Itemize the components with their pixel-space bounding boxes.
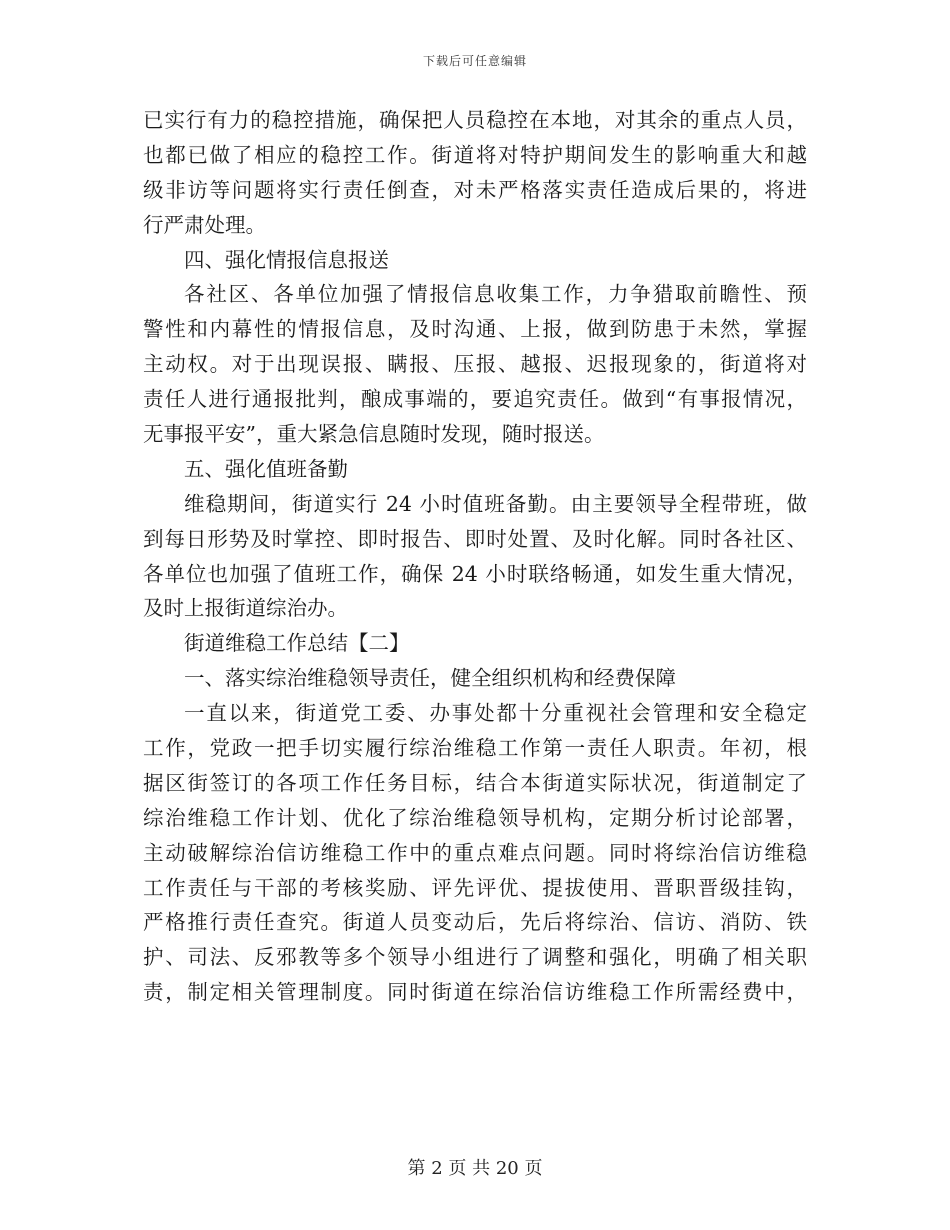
- text-line: 及时上报街道综治办。: [143, 596, 348, 621]
- text-line: 五、强化值班备勤: [184, 456, 348, 481]
- page-header: 下载后可任意编辑: [422, 54, 527, 68]
- text-line: 主动破解综治信访维稳工作中的重点难点问题。同时将综治信访维稳: [143, 840, 807, 865]
- text-line: 严格推行责任查究。街道人员变动后，先后将综治、信访、消防、铁: [143, 910, 807, 935]
- text-line: 主动权。对于出现误报、瞒报、压报、越报、迟报现象的，街道将对: [143, 352, 807, 377]
- text-line: 四、强化情报信息报送: [184, 247, 389, 272]
- text-line: 责，制定相关管理制度。同时街道在综治信访维稳工作所需经费中，: [143, 980, 807, 1005]
- document-body: [143, 103, 807, 1010]
- text-line: 行严肃处理。: [143, 212, 266, 237]
- text-line: 据区街签订的各项工作任务目标，结合本街道实际状况，街道制定了: [143, 770, 807, 795]
- text-line: 街道维稳工作总结【二】: [184, 631, 410, 656]
- text-line: 一直以来，街道党工委、办事处都十分重视社会管理和安全稳定: [184, 701, 807, 726]
- text-line: 也都已做了相应的稳控工作。街道将对特护期间发生的影响重大和越: [143, 142, 807, 167]
- page-footer: 第 2 页 共 20 页: [407, 1158, 543, 1179]
- text-line: 护、司法、反邪教等多个领导小组进行了调整和强化，明确了相关职: [143, 945, 807, 970]
- text-line: 一、落实综治维稳领导责任，健全组织机构和经费保障: [184, 666, 676, 691]
- text-line: 各单位也加强了值班工作，确保 24 小时联络畅通，如发生重大情况，: [143, 561, 807, 586]
- text-line: 维稳期间，街道实行 24 小时值班备勤。由主要领导全程带班，做: [184, 491, 807, 516]
- text-line: 已实行有力的稳控措施，确保把人员稳控在本地，对其余的重点人员，: [143, 108, 807, 132]
- text-line: 综治维稳工作计划、优化了综治维稳领导机构，定期分析讨论部署，: [143, 805, 807, 830]
- text-line: 警性和内幕性的情报信息，及时沟通、上报，做到防患于未然，掌握: [143, 317, 807, 342]
- text-line: 到每日形势及时掌控、即时报告、即时处置、及时化解。同时各社区、: [143, 526, 807, 551]
- text-line: 无事报平安”，重大紧急信息随时发现，随时报送。: [143, 422, 605, 447]
- text-line: 工作，党政一把手切实履行综治维稳工作第一责任人职责。年初，根: [143, 736, 807, 761]
- text-line: 工作责任与干部的考核奖励、评先评优、提拔使用、晋职晋级挂钩，: [143, 875, 807, 900]
- text-line: 级非访等问题将实行责任倒查，对未严格落实责任造成后果的，将进: [143, 177, 807, 202]
- text-line: 责任人进行通报批判，酿成事端的，要追究责任。做到“有事报情况，: [143, 387, 807, 412]
- text-line: 各社区、各单位加强了情报信息收集工作，力争猎取前瞻性、预: [184, 282, 807, 307]
